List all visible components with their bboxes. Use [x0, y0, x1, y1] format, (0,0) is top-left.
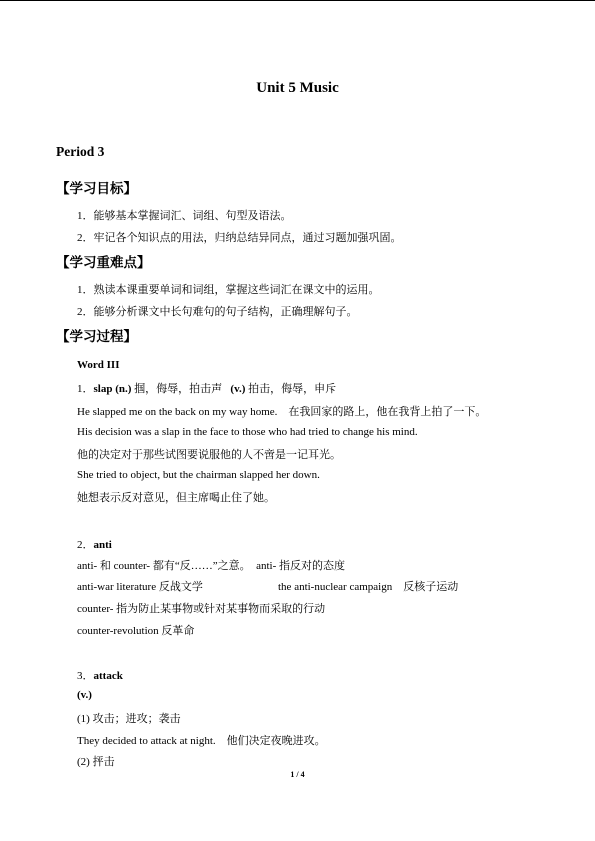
explanation-line: anti- 和 counter- 都有“反……”之意。 anti- 指反对的态度	[77, 560, 346, 572]
entry-word: anti	[93, 539, 112, 551]
section-heading-process: 【学习过程】	[56, 329, 137, 345]
document-title: Unit 5 Music	[256, 80, 339, 96]
example-phrase: counter-revolution 反革命	[77, 625, 195, 637]
part-of-speech: (v.)	[230, 383, 246, 395]
entry-word: slap	[93, 383, 113, 395]
example-sentence: His decision was a slap in the face to those who had tried to change his mind.	[77, 426, 418, 438]
example-phrase: anti-war literature 反战文学	[77, 581, 203, 593]
entry-number: 3．	[77, 670, 94, 682]
part-of-speech: (v.)	[77, 689, 92, 701]
goal-item: 1．能够基本掌握词汇、词组、句型及语法。	[77, 210, 292, 222]
sense-line: (1) 攻击；进攻；袭击	[77, 713, 181, 725]
example-phrase: the anti-nuclear campaign 反核子运动	[278, 581, 459, 593]
entry-attack-headline	[77, 667, 123, 683]
example-sentence: They decided to attack at night. 他们决定夜晚进攻。	[77, 735, 326, 747]
goal-item: 2．牢记各个知识点的用法，归纳总结异同点，通过习题加强巩固。	[77, 232, 402, 244]
part-of-speech: (n.)	[115, 383, 132, 395]
meaning: 掴，侮辱，拍击声	[134, 383, 223, 395]
section-heading-goals: 【学习目标】	[56, 181, 137, 197]
entry-word: attack	[93, 670, 123, 682]
entry-number: 1．	[77, 383, 94, 395]
page-number: 1 / 4	[290, 770, 305, 779]
sense-line: (2) 抨击	[77, 756, 115, 768]
entry-anti-headline	[77, 536, 112, 552]
word-list-heading: Word III	[77, 359, 120, 371]
top-border-line	[0, 0, 595, 1]
keypoint-item: 2．能够分析课文中长句难句的句子结构，正确理解句子。	[77, 306, 358, 318]
example-translation: 她想表示反对意见，但主席喝止住了她。	[77, 492, 275, 504]
entry-slap-headline	[77, 380, 336, 396]
entry-number: 2．	[77, 539, 94, 551]
example-translation: 他的决定对于那些试图要说服他的人不啻是一记耳光。	[77, 449, 341, 461]
meaning: 拍击，侮辱，申斥	[248, 383, 337, 395]
keypoint-item: 1．熟读本课重要单词和词组，掌握这些词汇在课文中的运用。	[77, 284, 380, 296]
period-heading: Period 3	[56, 144, 105, 159]
section-heading-keypoints: 【学习重难点】	[56, 255, 151, 271]
explanation-line: counter- 指为防止某事物或针对某事物而采取的行动	[77, 603, 326, 615]
example-sentence: He slapped me on the back on my way home. 在我回家的路上，他在我背上拍了一下。	[77, 406, 487, 418]
example-sentence: She tried to object, but the chairman slapped her down.	[77, 469, 320, 481]
